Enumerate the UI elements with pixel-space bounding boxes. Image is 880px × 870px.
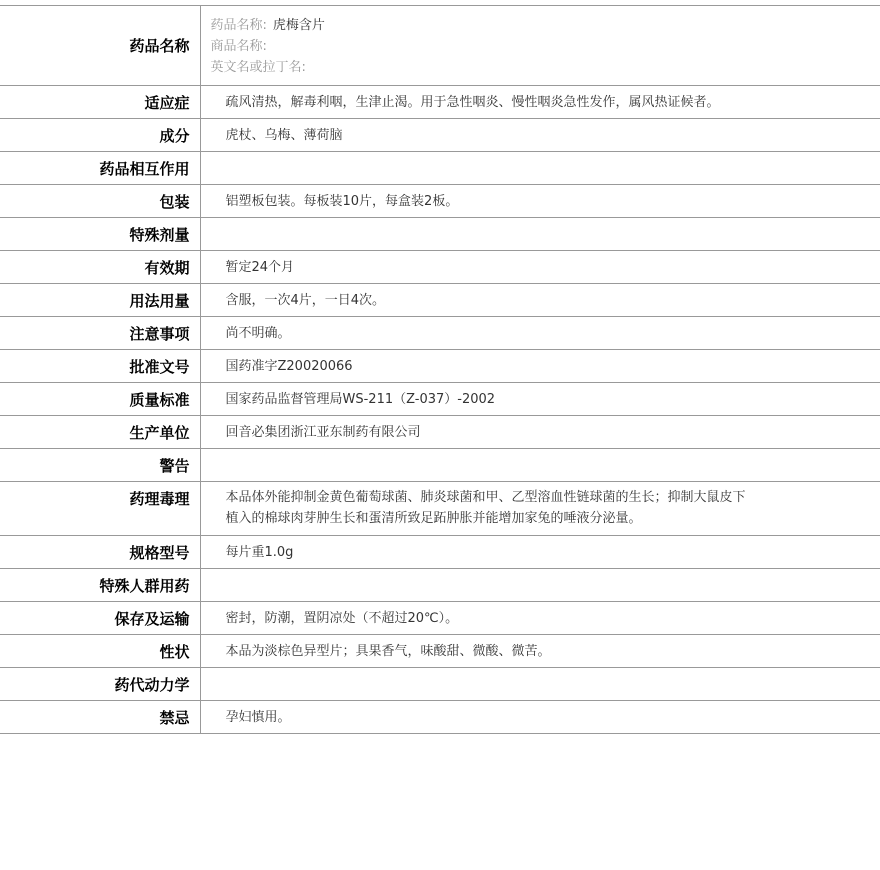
row-value: [200, 482, 880, 536]
row-label: 药品名称: [0, 6, 200, 86]
row-pharmacokinetics: [0, 668, 880, 701]
row-value: [200, 152, 880, 185]
row-value: 国家药品监督管理局WS-211（Z-037）-2002: [200, 383, 880, 416]
row-manufacturer: [0, 416, 880, 449]
row-value: 每片重1.0g: [200, 536, 880, 569]
row-label: 包装: [0, 185, 200, 218]
row-warnings: [0, 449, 880, 482]
row-value: 尚不明确。: [200, 317, 880, 350]
row-label: 规格型号: [0, 536, 200, 569]
row-indications: [0, 86, 880, 119]
row-value: [200, 449, 880, 482]
row-value: 铝塑板包装。每板装10片，每盒装2板。: [200, 185, 880, 218]
row-value: [200, 218, 880, 251]
drug-name-line: [211, 15, 871, 36]
row-contraindications: [0, 701, 880, 734]
row-label: 特殊剂量: [0, 218, 200, 251]
row-label: 注意事项: [0, 317, 200, 350]
row-label: 性状: [0, 635, 200, 668]
english-name-key: 英文名或拉丁名:: [210, 60, 306, 75]
row-label: 生产单位: [0, 416, 200, 449]
row-label: 有效期: [0, 251, 200, 284]
row-value: 暂定24个月: [200, 251, 880, 284]
drug-name-value: 虎梅含片: [272, 18, 325, 33]
row-label: 药代动力学: [0, 668, 200, 701]
row-label: 特殊人群用药: [0, 569, 200, 602]
english-name-line: [211, 57, 871, 78]
row-label: 药理毒理: [0, 482, 200, 536]
row-value: 国药准字Z20020066: [200, 350, 880, 383]
row-value: 密封，防潮，置阴凉处（不超过20℃）。: [200, 602, 880, 635]
row-label: 药品相互作用: [0, 152, 200, 185]
row-quality-standard: [0, 383, 880, 416]
row-label: 用法用量: [0, 284, 200, 317]
row-storage: [0, 602, 880, 635]
row-value: [200, 668, 880, 701]
pharmacology-line-1: 本品体外能抑制金黄色葡萄球菌、肺炎球菌和甲、乙型溶血性链球菌的生长；抑制大鼠皮下: [225, 490, 746, 505]
trade-name-key: 商品名称:: [210, 39, 267, 54]
row-value: 孕妇慎用。: [200, 701, 880, 734]
row-special-dosage: [0, 218, 880, 251]
row-appearance: [0, 635, 880, 668]
row-label: 适应症: [0, 86, 200, 119]
row-value: 回音必集团浙江亚东制药有限公司: [200, 416, 880, 449]
row-value: 虎杖、乌梅、薄荷脑: [200, 119, 880, 152]
drug-name-key: 药品名称:: [210, 18, 267, 33]
row-value: [200, 569, 880, 602]
row-label: 质量标准: [0, 383, 200, 416]
drug-info-table: [0, 5, 880, 734]
row-label: 禁忌: [0, 701, 200, 734]
row-specification: [0, 536, 880, 569]
row-label: 保存及运输: [0, 602, 200, 635]
row-label: 警告: [0, 449, 200, 482]
row-interactions: [0, 152, 880, 185]
drug-name-values: [200, 6, 880, 86]
row-packaging: [0, 185, 880, 218]
row-pharmacology: [0, 482, 880, 536]
pharmacology-line-2: 植入的棉球肉芽肿生长和蛋清所致足跖肿胀并能增加家兔的唾液分泌量。: [225, 511, 642, 526]
row-value: 含服，一次4片，一日4次。: [200, 284, 880, 317]
row-special-populations: [0, 569, 880, 602]
row-value: 疏风清热，解毒利咽，生津止渴。用于急性咽炎、慢性咽炎急性发作，属风热证候者。: [200, 86, 880, 119]
row-ingredients: [0, 119, 880, 152]
row-precautions: [0, 317, 880, 350]
row-value: 本品为淡棕色异型片；具果香气，味酸甜、微酸、微苦。: [200, 635, 880, 668]
trade-name-line: [211, 36, 871, 57]
row-label: 批准文号: [0, 350, 200, 383]
row-label: 成分: [0, 119, 200, 152]
row-shelf-life: [0, 251, 880, 284]
row-dosage: [0, 284, 880, 317]
row-drug-name: [0, 6, 880, 86]
row-approval-number: [0, 350, 880, 383]
